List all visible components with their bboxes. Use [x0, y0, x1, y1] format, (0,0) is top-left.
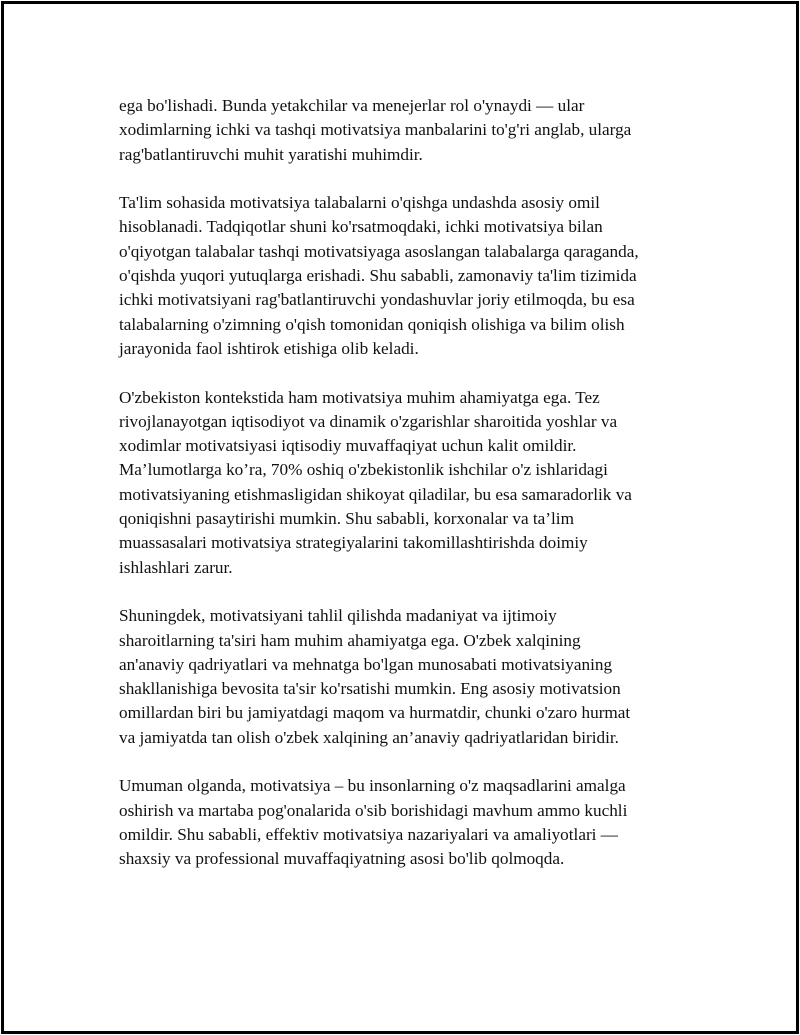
paragraph-5: Umuman olganda, motivatsiya – bu insonlarning o'z maqsadlarini amalga oshirish va martaba pog'onalarida o'sib borishidagi mavhum ammo kuchli omildir. Shu sababli, effektiv motivatsiya nazariyalari va amaliyotlari — shaxsiy va professional muvaffaqiyatning asosi bo'lib qolmoqda. [119, 776, 628, 869]
paragraph-2: Ta'lim sohasida motivatsiya talabalarni o'qishga undashda asosiy omil hisoblanadi. Tadqiqotlar shuni ko'rsatmoqdaki, ichki motivatsiya bilan o'qiyotgan talabalar tashqi motivatsiyaga asoslangan talabalarga qaraganda, o'qishda yuqori yutuqlarga erishadi. Shu sababli, zamonaviy ta'lim tizimida ichki motivatsiyani rag'batlantiruvchi yondashuvlar joriy etilmoqda, bu esa talabalarning o'zimning o'qish tomonidan qoniqish olishiga va bilim olish jarayonida faol ishtirok etishiga olib keladi. [119, 193, 639, 358]
paragraph-4: Shuningdek, motivatsiyani tahlil qilishda madaniyat va ijtimoiy sharoitlarning ta'siri ham muhim ahamiyatga ega. O'zbek xalqining an'anaviy qadriyatlari va mehnatga bo'lgan munosabati motivatsiyaning shakllanishiga bevosita ta'sir ko'rsatishi mumkin. Eng asosiy motivatsion omillardan biri bu jamiyatdagi maqom va hurmatdir, chunki o'zaro hurmat va jamiyatda tan olish o'zbek xalqining an’anaviy qadriyatlaridan biridir. [119, 606, 631, 747]
paragraph-3: O'zbekiston kontekstida ham motivatsiya muhim ahamiyatga ega. Tez rivojlanayotgan iqtisodiyot va dinamik o'zgarishlar sharoitida yoshlar va xodimlar motivatsiyasi iqtisodiy muvaffaqiyat uchun kalit omildir. Ma’lumotlarga ko’ra, 70% oshiq o'zbekistonlik ishchilar o'z ishlaridagi motivatsiyaning etishmasligidan shikoyat qiladilar, bu esa samaradorlik va qoniqishni pasaytirishi mumkin. Shu sababli, korxonalar va ta’lim muassasalari motivatsiya strategiyalarini takomillashtirishda doimiy ishlashlari zarur. [119, 387, 632, 577]
document-body [119, 94, 689, 896]
paragraph-1: ega bo'lishadi. Bunda yetakchilar va menejerlar rol o'ynaydi — ular xodimlarning ichki va tashqi motivatsiya manbalarini to'g'ri anglab, ularga rag'batlantiruvchi muhit yaratishi muhimdir. [119, 96, 632, 164]
page-frame [1, 1, 799, 1034]
